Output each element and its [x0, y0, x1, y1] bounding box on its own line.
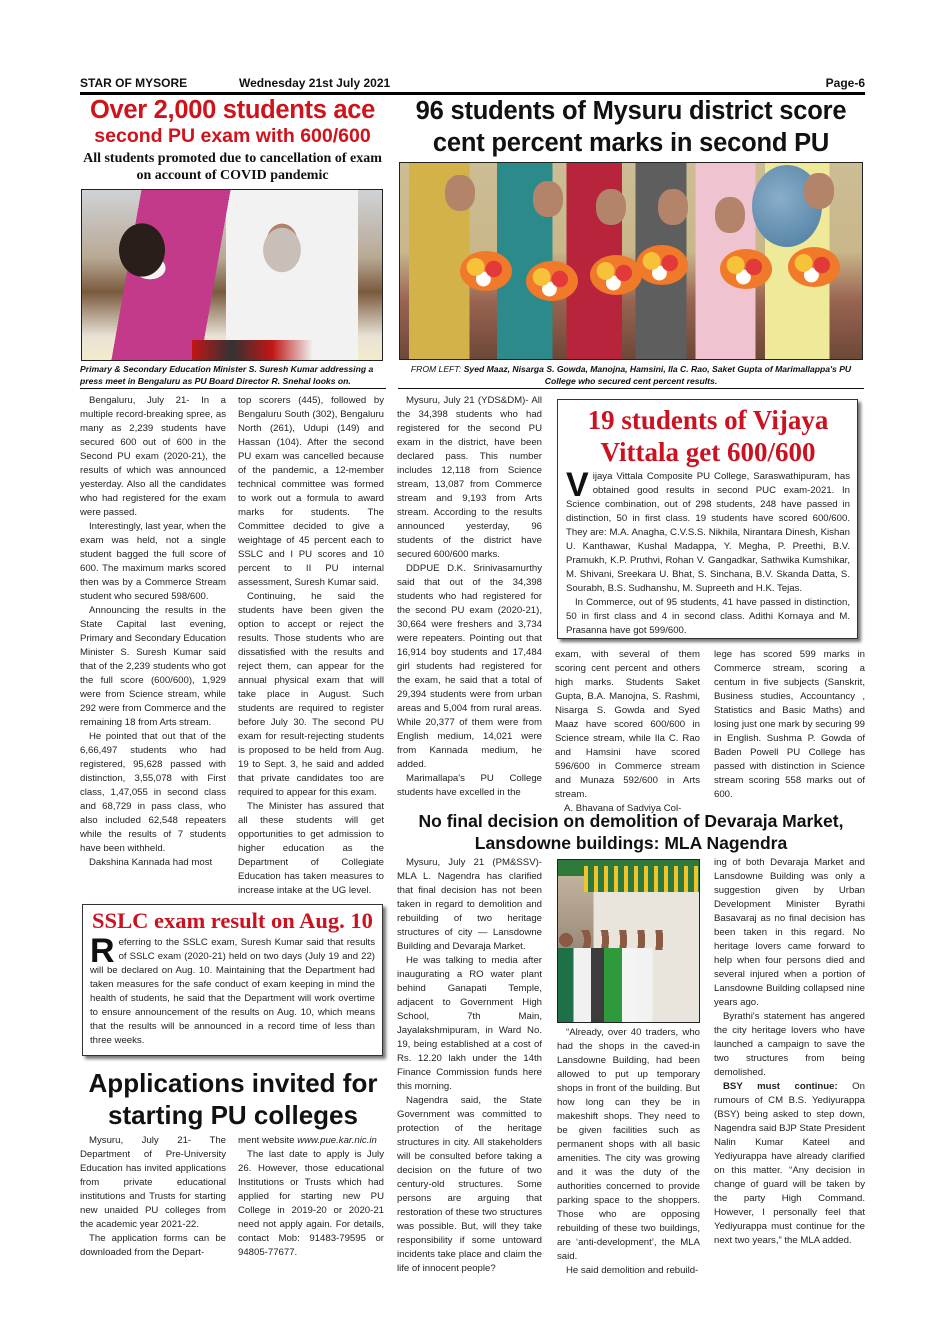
vijaya-box-body	[566, 466, 850, 638]
story3-column-2	[557, 1026, 700, 1278]
story3-headline: No final decision on demolition of Devaraja Market, Lansdowne buildings: MLA Nagendra	[418, 811, 844, 853]
student-face	[804, 173, 834, 209]
bouquet	[460, 251, 512, 291]
drop-cap: R	[90, 932, 115, 970]
paragraph: lege has scored 599 marks in Commerce stream, scoring a centum in five subjects (Sanskrit, Business studies, Accountancy , Statistics and Basic Maths) and losing just one mark by securing 99 in English. Sushma P. Gowda of Baden Powell PU College has passed with distinction in Science stream scoring 558 marks out of 600.	[714, 649, 865, 800]
paragraph: ing of both Devaraja Market and Lansdowne Building was only a suggestion given by Urban Development Minister Byrathi Basavaraj as no final decision has been taken in this regard. No heritage lovers came forward to help when four persons died and several injured when a portion of Lansdowne Building collapsed nine years ago.	[714, 857, 865, 1008]
paragraph: Nagendra said, the State Government was committed to protection of the heritage structures in city. All stakeholders will be consulted before taking a decision on the future of two century-old structures. Some persons are arguing that restoration of these two structures was possible. But, will they take responsibility if some untoward incidents take place and claim the life of innocent people?	[397, 1095, 542, 1274]
paragraph: A. Bhavana of Sadviya Col-	[564, 803, 682, 814]
flower-garland-graphic	[584, 866, 699, 892]
masthead	[80, 76, 865, 93]
paragraph: Continuing, he said the students have been given the option to accept or reject the results. Those students who are dissatisfied with the results and reject them, can appear for the annual physical exam that will take place in August. Such students are required to register before July 30. The second PU exam for result-rejecting students is proposed to be held from Aug. 19 to Sept. 3, he said and added that private candidates too are required to appear for this exam.	[238, 591, 384, 798]
story1-column-1	[80, 394, 226, 870]
story2-photo-caption	[398, 363, 864, 387]
story1-column-2	[238, 394, 384, 898]
caption-rule	[80, 388, 386, 389]
paragraph: Announcing the results in the State Capital last evening, Primary and Secondary Education Minister S. Suresh Kumar said that of the 2,239 students who got the full score (600/600), 1,929 were from Science stream, while 292 were from Commerce and the remaining 18 from Arts stream.	[80, 605, 226, 728]
bouquet	[720, 249, 772, 289]
paragraph: Mysuru, July 21 (YDS&DM)- All the 34,398 students who had registered for the second PU exam in the district, have been declared pass. This number includes 12,118 from Science stream, 13,087 from Commerce stream and 9,193 from Arts stream. According to the results announced yesterday, 96 students of the district have secured 600/600 marks.	[397, 395, 542, 560]
sslc-box-headline: SSLC exam result on Aug. 10	[92, 908, 373, 933]
page-number: Page-6	[825, 76, 865, 90]
paragraph: Dakshina Kannada had most	[89, 857, 213, 868]
story3-column-3	[714, 856, 865, 1248]
paragraph: Marimallapa's PU College students have excelled in the	[397, 773, 542, 798]
caption-rule	[398, 388, 864, 389]
press-meet-photo	[81, 189, 383, 361]
bouquet	[788, 247, 840, 287]
paragraph: Vijaya Vittala Composite PU College, Saraswathipuram, has obtained good results in second PUC exam-2021. In Science combination, out of 298 students, 248 have passed in distinction, 50 in first class. 19 students have scored 600/600. They are: M.A. Anagha, C.V.S.S. Nikhila, Nirantara Dinesh, Kishan U. Kanthawar, Kushal Madappa, Y. Megha, P. Preethi, B.V. Pramukh, K.P. Pruthvi, Rohan V. Gangadkar, Sathwika Kumshikar, M. Shivani, Sreekara U. Bhat, S. Sinchana, B.V. Skanda Datta, S. Sourabh, B.S. Sudhanshu, M. Supreeth and H.K. Tejas.	[566, 466, 850, 594]
paragraph: DDPUE D.K. Srinivasamurthy said that out of the 34,398 students who had registered for the second PU exam (2020-21), 30,664 were freshers and 3,734 were repeaters. Pointing out that 16,914 boy students and 17,484 girl students had registered for the exam, he said that a total of 29,394 students were from urban areas and 5,004 from rural areas. While 20,377 of them were from English medium, 14,021 were from Kannada medium, he added.	[397, 563, 542, 770]
sslc-box-body	[90, 932, 375, 1048]
paragraph: ment website www.pue.kar.nic.in	[238, 1135, 377, 1146]
paragraph: Interestingly, last year, when the exam was held, not a single student bagged the full score of 600. The maximum marks scored then was by a Commerce Stream student who secured 598/600.	[80, 521, 226, 602]
paragraph: Mysuru, July 21 (PM&SSV)- MLA L. Nagendra has clarified that final decision has not been taken in regard to demolition and rebuilding of two heritage structures of city — Lansdowne Building and Devaraja Market.	[397, 857, 542, 952]
story3-column-1	[397, 856, 542, 1276]
students-photo	[399, 162, 863, 360]
ro-water-plant-photo	[557, 859, 700, 1023]
paragraph: The last date to apply is July 26. However, those educational Institutions or Trusts which had applied for starting new PU College in 2019-20 or 2020-21 need not apply again. For details, contact Mob: 91483-79595 or 94805-77677.	[238, 1149, 384, 1258]
caption-text: Syed Maaz, Nisarga S. Gowda, Manojna, Hamsini, Ila C. Rao, Saket Gupta of Marimallappa's PU College who secured cent percent results.	[463, 364, 852, 386]
issue-date: Wednesday 21st July 2021	[239, 76, 391, 90]
story1-headline-sub: second PU exam with 600/600	[94, 125, 371, 147]
paragraph: exam, with several of them scoring cent percent and others high marks. Students Saket Gupta, B.A. Manojna, S. Rashmi, Nisarga S. Gowda and Syed Maaz have scored 600/600 in Science stream, while Ila C. Rao and Hamsini have scored 596/600 in Commerce stream and Munaza 592/600 in Arts stream.	[555, 649, 700, 800]
bouquet	[590, 255, 642, 295]
caption-lead: FROM LEFT:	[410, 364, 464, 374]
microphones-graphic	[192, 340, 312, 360]
crowd-graphic	[558, 948, 668, 1023]
bouquet	[636, 245, 688, 285]
newspaper-name: STAR OF MYSORE	[80, 76, 188, 90]
paragraph: BSY must continue: On rumours of CM B.S. Yediyurappa (BSY) being asked to step down, Nagendra said BJP State President Nalin Kumar Kateel and Yediyurappa have already clarified on this matter. “Any decision in change of guard will be taken by the party High Command. However, I personally feel that Yediyurappa must continue for the next two years,” the MLA added.	[714, 1081, 865, 1246]
paragraph: Byrathi's statement has angered the city heritage lovers who have launched a campaign to save the two structures from being demolished.	[714, 1011, 865, 1078]
story1-headline: Over 2,000 students ace	[89, 96, 376, 124]
story2-headline: 96 students of Mysuru district score cent percent marks in second PU	[415, 97, 847, 157]
paragraph: Referring to the SSLC exam, Suresh Kumar said that results of SSLC exam (2020-21) held on two days (July 19 and 22) will be declared on Aug. 10. Maintaining that the Department had taken measures for the safe conduct of exam keeping in mind the health of students, he said that the Department will work overtime to ensure announcement of the results on Aug. 10, which means that the results will be announced in a record time of less than three weeks.	[90, 932, 375, 1046]
story1-photo-caption: Primary & Secondary Education Minister S. Suresh Kumar addressing a press meet in Bengaluru as PU Board Director R. Snehal looks on.	[80, 364, 374, 386]
student-face	[715, 197, 745, 233]
story1-deck: All students promoted due to cancellation of exam on account of COVID pandemic	[83, 151, 382, 183]
paragraph: top scorers (445), followed by Bengaluru South (302), Bengaluru North (261), Udupi (149) and Hassan (104). After the second PU exam was cancelled because of the pandemic, a 12-member technical committee was formed to work out a formula to award marks for students. The Committee decided to give a weightage of 45 percent each to SSLC and I PU scores and 10 percent to II PU internal assessment, Suresh Kumar said.	[238, 395, 384, 588]
story2-column-1	[397, 394, 542, 800]
paragraph: He said demolition and rebuild-	[566, 1265, 699, 1276]
story2-column-2	[555, 648, 700, 816]
story4-headline: Applications invited for starting PU colleges	[88, 1068, 378, 1130]
vijaya-box-headline: 19 students of Vijaya Vittala get 600/600	[587, 405, 829, 467]
bouquet	[526, 261, 578, 301]
paragraph: Mysuru, July 21- The Department of Pre-University Education has invited applications from private educational institutions and Trusts for starting new unaided PU colleges from the academic year 2021-22.	[80, 1135, 226, 1230]
student-face	[658, 189, 688, 225]
paragraph: The application forms can be downloaded from the Depart-	[80, 1233, 226, 1258]
drop-cap: V	[566, 466, 589, 504]
story4-column-1	[80, 1134, 226, 1260]
story2-column-3	[714, 648, 865, 802]
story4-column-2	[238, 1134, 384, 1260]
paragraph: He was talking to media after inaugurating a RO water plant behind Ganapati Temple, adjacent to Government High School, 7th Main, Jayalakshmipuram, in Ward No. 19, being established at a cost of Rs. 12.20 lakh under the 14th Finance Commission funds here this morning.	[397, 955, 542, 1092]
student-face	[533, 181, 563, 217]
student-face	[596, 189, 626, 225]
paragraph: He pointed that out that of the 6,66,497 students who had registered, 95,628 passed with distinction, 3,55,078 with First class, 1,47,055 in second class and 68,729 in pass class, who also included 62,548 repeaters while the results of 7 students have been withheld.	[80, 731, 226, 854]
crowd-heads-graphic	[558, 930, 668, 950]
sslc-result-box	[82, 904, 383, 1056]
paragraph: In Commerce, out of 95 students, 41 have passed in distinction, 50 in first class and 4 in second class. Adithi Kornaya and M. Prasanna have got 599/600.	[566, 597, 850, 636]
paragraph: Bengaluru, July 21- In a multiple record-breaking spree, as many as 2,239 students have secured 600 out of 600 in the Second PU exam (2020-21), the results of which was announced yesterday. Also all the candidates who had registered for the exam were passed.	[80, 395, 226, 518]
subhead: BSY must continue:	[723, 1081, 838, 1092]
vijaya-vittala-box	[557, 399, 858, 639]
paragraph: “Already, over 40 traders, who had the shops in the caved-in Lansdowne Building, had been allowed to put up temporary shops in front of the building. But how long can they be in makeshift shops. They need to be given facilities such as permanent shops with all basic amenities. The city was growing and it was the duty of the authorities concerned to provide parking space to the shoppers. Those who are opposing rebuilding of these two buildings, are ‘anti-development’, the MLA said.	[557, 1027, 700, 1262]
student-face	[445, 175, 475, 211]
website-link[interactable]: www.pue.kar.nic.in	[297, 1135, 377, 1146]
paragraph: The Minister has assured that all these students will get opportunities to get admission to higher education as the Department of Collegiate Education has taken measures to increase intake at the UG level.	[238, 801, 384, 896]
